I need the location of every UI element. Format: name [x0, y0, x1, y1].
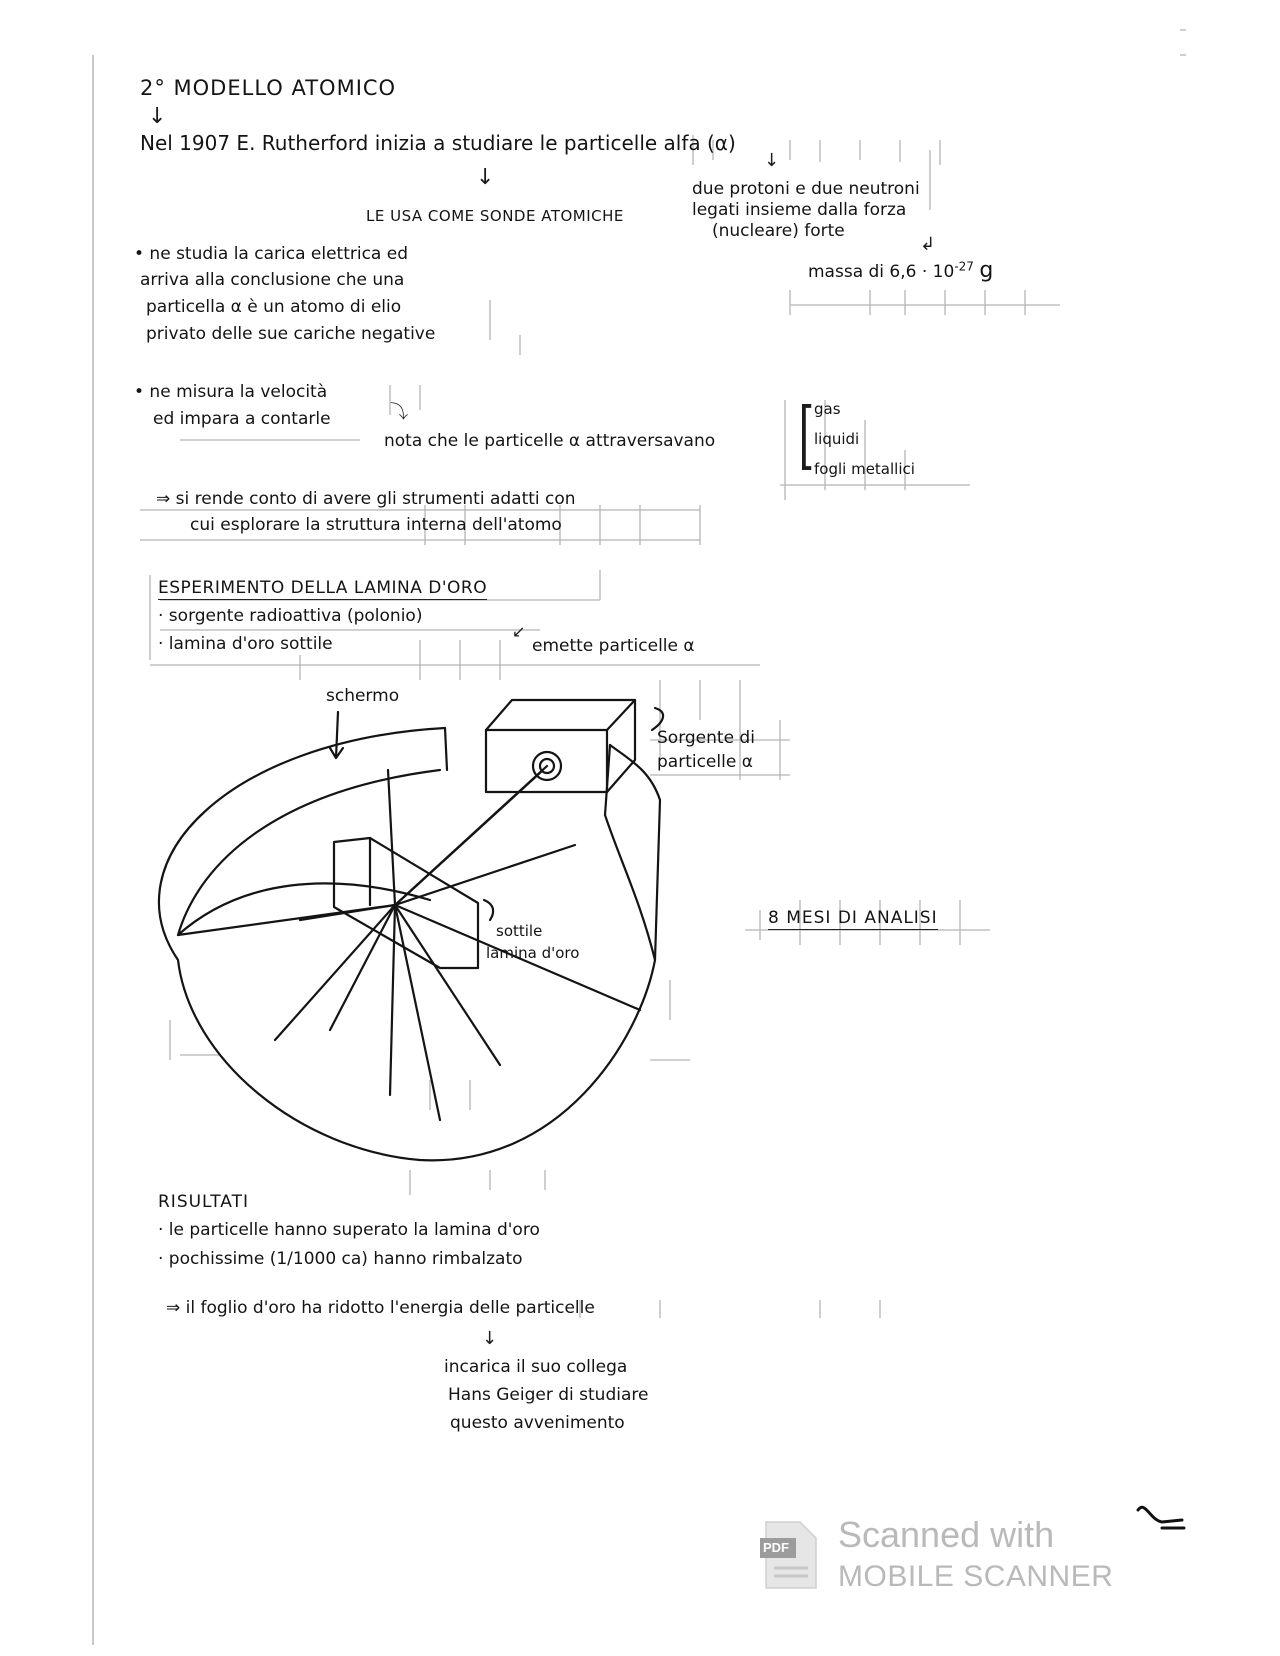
curved-arrow-icon: ↲: [920, 234, 936, 255]
geiger-line-3: questo avvenimento: [450, 1413, 625, 1433]
pdf-icon: PDF: [760, 1518, 822, 1592]
label-sorgente-1: Sorgente di: [657, 728, 755, 748]
attraversavano-line: nota che le particelle α attraversavano: [384, 431, 716, 451]
down-arrow-icon: ↓: [764, 150, 780, 171]
esperimento-item-2: · lamina d'oro sottile: [158, 634, 333, 654]
label-lamina-2: lamina d'oro: [486, 944, 580, 962]
rutherford-line: Nel 1907 E. Rutherford inizia a studiare le particelle alfa (α): [140, 131, 736, 155]
emette-particelle: emette particelle α: [532, 636, 695, 656]
esperimento-item-1: · sorgente radioattiva (polonio): [158, 606, 423, 626]
risultati-item-1: · le particelle hanno superato la lamina d'oro: [158, 1220, 540, 1240]
page-title: 2° MODELLO ATOMICO: [140, 76, 397, 100]
conclusione-line-1: ⇒ si rende conto di avere gli strumenti adatti con: [156, 489, 576, 509]
materiale-fogli: fogli metallici: [814, 460, 915, 478]
alfa-desc-3: (nucleare) forte: [712, 221, 845, 241]
velocita-line-1: • ne misura la velocità: [134, 382, 328, 402]
watermark-line-1: Scanned with: [838, 1514, 1055, 1555]
curved-arrow-icon: ↙: [512, 622, 526, 641]
label-schermo: schermo: [326, 686, 400, 706]
sonde-atomiche: LE USA COME SONDE ATOMICHE: [366, 207, 624, 225]
materiale-liquidi: liquidi: [814, 430, 860, 448]
materiale-gas: gas: [814, 400, 841, 418]
carica-line-2: arriva alla conclusione che una: [140, 270, 405, 290]
alfa-desc-2: legati insieme dalla forza: [692, 200, 907, 220]
down-arrow-icon: ↓: [482, 1328, 498, 1349]
risultati-item-2: · pochissime (1/1000 ca) hanno rimbalzato: [158, 1249, 523, 1269]
geiger-line-2: Hans Geiger di studiare: [448, 1385, 649, 1405]
carica-line-4: privato delle sue cariche negative: [146, 324, 436, 344]
label-sorgente-2: particelle α: [657, 752, 753, 772]
alfa-desc-1: due protoni e due neutroni: [692, 179, 920, 199]
risultati-conclusione: ⇒ il foglio d'oro ha ridotto l'energia delle particelle: [166, 1298, 595, 1318]
massa-value: massa di $6,6 \cdot 10^{-27}$ g: [808, 258, 994, 283]
conclusione-line-2: cui esplorare la struttura interna dell'atomo: [190, 515, 562, 535]
velocita-line-2: ed impara a contarle: [153, 409, 331, 429]
label-lamina-1: sottile: [496, 922, 543, 940]
down-arrow-icon: ↓: [148, 104, 167, 129]
risultati-title: RISULTATI: [158, 1192, 249, 1212]
carica-line-1: • ne studia la carica elettrica ed: [134, 244, 408, 264]
geiger-line-1: incarica il suo collega: [444, 1357, 628, 1377]
down-arrow-icon: ↓: [476, 165, 495, 190]
mesi-analisi: 8 MESI DI ANALISI: [768, 908, 938, 928]
esperimento-title: ESPERIMENTO DELLA LAMINA D'ORO: [158, 578, 488, 598]
brace-icon: [: [798, 392, 815, 478]
watermark-line-2: MOBILE SCANNER: [838, 1560, 1114, 1593]
carica-line-3: particella α è un atomo di elio: [146, 297, 402, 317]
curved-arrow-icon: ⤵: [390, 402, 408, 423]
